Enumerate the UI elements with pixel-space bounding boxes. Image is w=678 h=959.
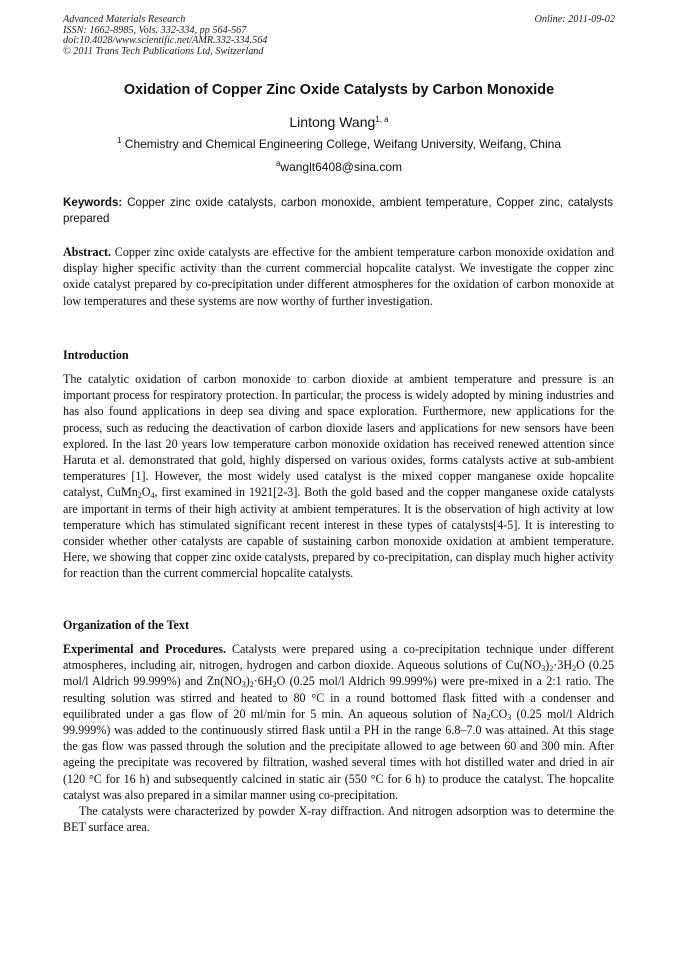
doi-line: doi:10.4028/www.scientific.net/AMR.332-334.564 <box>63 35 268 47</box>
abstract-text: Copper zinc oxide catalysts are effective for the ambient temperature carbon monoxide oxidation and display higher specific activity than the current commercial hopcalite catalyst. We investigate the copper zinc oxide catalyst prepared by co-precipitation under different atmospheres for the oxidation of carbon monoxide at low temperatures and these systems are now worthy of further investigation. <box>63 245 614 308</box>
issn-line: ISSN: 1662-8985, Vols. 332-334, pp 564-567 <box>63 24 247 36</box>
organization-body <box>63 641 614 835</box>
organization-heading: Organization of the Text <box>63 618 189 632</box>
abstract-label: Abstract. <box>63 245 112 259</box>
introduction-heading: Introduction <box>63 348 129 362</box>
affiliation-superscript: 1 <box>116 136 122 145</box>
affiliation-text: Chemistry and Chemical Engineering College, Weifang University, Weifang, China <box>124 137 561 151</box>
author-name: Lintong Wang <box>289 114 376 130</box>
experimental-paragraph: Experimental and Procedures. Catalysts were prepared using a co-precipitation technique under different atmospheres, including air, nitrogen, hydrogen and carbon dioxide. Aqueous solutions of $Cu(NO_3)_2\cdot 3H_2O$ (0.25 mol/l Aldrich 99.999%) and $Zn(NO_3)_2\cdot 6H_2O$ (0.25 mol/l Aldrich 99.999%) were pre-mixed in a 2:1 ratio. The resulting solution was stirred and heated to 80 °C in a round bottomed flask fitted with a condenser and equilibrated under a gas flow of 20 ml/min for 5 min. An aqueous solution of $Na_2CO_3$ (0.25 mol/l Aldrich 99.999%) was added to the continuously stirred flask until a PH in the range 6.8–7.0 was attained. At this stage the gas flow was passed through the solution and the precipitate allowed to age between 60 and 300 min. After ageing the precipitate was recovered by filtration, washed several times with hot distilled water and dried in air (120 °C for 16 h) and subsequently calcined in static air (550 °C for 6 h) to produce the catalyst. The hopcalite catalyst was also prepared in a similar manner using co-precipitation. <box>63 642 615 802</box>
copyright-line: © 2011 Trans Tech Publications Ltd, Switzerland <box>63 45 264 57</box>
email-line <box>0 160 678 175</box>
keywords <box>63 195 613 227</box>
journal-name: Advanced Materials Research <box>63 14 186 25</box>
abstract <box>63 244 614 309</box>
email-address: wanglt6408@sina.com <box>280 160 403 174</box>
experimental-label: Experimental and Procedures. <box>63 642 226 656</box>
characterization-paragraph: The catalysts were characterized by powder X-ray diffraction. And nitrogen adsorption was to determine the BET surface area. <box>63 804 614 835</box>
introduction-paragraph: The catalytic oxidation of carbon monoxide to carbon dioxide at ambient temperature and pressure is an important process for respiratory protection. In particular, the process is widely adopted by mining industries and has also found applications in deep sea diving and space exploration. Furthermore, new applications for the process, such as reducing the deactivation of carbon dioxide lasers and applications for new sensors have been explored. In the last 20 years low temperature carbon monoxide oxidation has received renewed attention since Haruta et al. demonstrated that gold, highly dispersed on various oxides, forms catalysts active at sub-ambient temperatures [1]. However, the most widely used catalyst is the mixed copper manganese oxide hopcalite catalyst, $CuMn_2O_4$, first examined in 1921[2-3]. Both the gold based and the copper manganese oxide catalysts are important in terms of their high activity at ambient temperatures. It is the observation of high activity at low temperature which has stimulated significant recent interest in these types of catalysts[4-5]. It is interesting to consider whether other catalysts are capable of sustaining carbon monoxide oxidation at ambient temperature. Here, we showing that copper zinc oxide catalysts, prepared by co-precipitation, can display much higher activity for reaction than the current commercial hopcalite catalysts. <box>63 372 614 581</box>
keywords-text: Copper zinc oxide catalysts, carbon monoxide, ambient temperature, Copper zinc, catalysts prepared <box>63 196 613 225</box>
email-superscript: a <box>275 159 281 168</box>
author-line <box>0 113 678 131</box>
introduction-body <box>63 371 614 582</box>
journal-header <box>63 15 615 57</box>
online-date: Online: 2011-09-02 <box>534 14 615 25</box>
affiliation-line <box>0 137 678 152</box>
keywords-label: Keywords: <box>63 196 123 209</box>
paper-title: Oxidation of Copper Zinc Oxide Catalysts by Carbon Monoxide <box>123 82 555 98</box>
author-superscript: 1, a <box>375 115 389 124</box>
